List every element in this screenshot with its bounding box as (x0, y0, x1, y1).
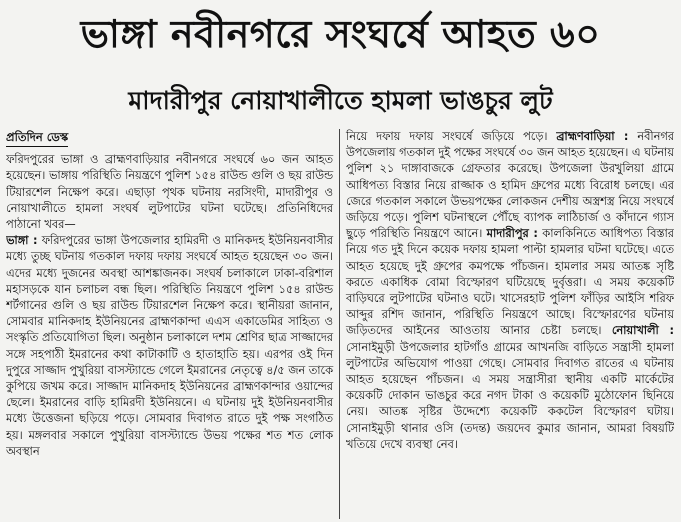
right-column (340, 129, 674, 519)
noakhali-text: সোনাইমুড়ী উপজেলার হাটগাঁও গ্রামের আখনজি বাড়িতে সন্ত্রাসী হামলা লুটপাটের অভিযোগ পাওয়া গেছে। সোমবার দিবাগত রাতের এ ঘটনায় আহত হয়েছেন পাঁচজন। এ সময় সন্ত্রাসীরা স্থানীয় একটি মার্কেটের কয়েকটি দোকান ভাঙচুর করে নগদ টাকা ও কয়েকটি মুঠোফোন ছিনিয়ে নেয়। আতঙ্ক সৃষ্টির উদ্দেশ্যে কয়েকটি ককটেল বিস্ফোরণ ঘটায়। সোনাইমুড়ী থানার ওসি (তদন্ত) জয়দেব কুমার জানান, আমরা বিষয়টি খতিয়ে দেখে ব্যবস্থা নেব। (346, 340, 674, 451)
bhanga-dateline: ভাঙ্গা : (6, 234, 38, 248)
intro-text: ফরিদপুরের ভাঙ্গা ও ব্রাহ্মণবাড়িয়ার নবীনগরে সংঘর্ষে ৬০ জন আহত হয়েছেন। ভাঙ্গায় পরিস্থিতি নিয়ন্ত্রণে পুলিশ ১৫৪ রাউন্ড গুলি ও ছয় রাউন্ড টিয়ারশেল নিক্ষেপ করে। এছাড়া পৃথক ঘটনায় নরসিংদী, মাদারীপুর ও নোয়াখালীতে হামলা সংঘর্ষ লুটপাটের ঘটনা ঘটেছে। প্রতিনিধিদের পাঠানো খবর— (6, 153, 333, 232)
left-column (6, 129, 340, 519)
subheadline: মাদারীপুর নোয়াখালীতে হামলা ভাঙচুর লুট (128, 86, 553, 115)
article-body (6, 129, 674, 519)
right-paragraph (346, 129, 674, 453)
brahmanbaria-dateline: ব্রাহ্মণবাড়িয়া : (556, 130, 629, 143)
headline: ভাঙ্গা নবীনগরে সংঘর্ষে আহত ৬০ (80, 12, 601, 56)
madaripur-text: কালকিনিতে আধিপত্য বিস্তার নিয়ে গত দুই দিনে কয়েক দফায় হামলা পাল্টা হামলার ঘটনা ঘটেছে। এতে আহত হয়েছে দুই গ্রুপের কমপক্ষে পাঁচজন। হামলার সময় আতঙ্ক সৃষ্টি করতে একাধিক বোমা বিস্ফোরণ ঘটিয়েছে দুর্বৃত্তরা। এ সময় কয়েকটি বাড়িঘরে লুটপাটের ঘটনাও ঘটে। খাসেরহাট পুলিশ ফাঁড়ির আইসি শরিফ আব্দুর রশিদ জানান, পরিস্থিতি নিয়ন্ত্রণে আছে। বিস্ফোরণের ঘটনায় জড়িতদের আইনের আওতায় আনার চেষ্টা চলছে। (346, 227, 674, 338)
brahmanbaria-text: নবীনগর উপজেলায় গতকাল দুই পক্ষের সংঘর্ষে ৩০ জন আহত হয়েছেন। এ ঘটনায় পুলিশ ২১ দাঙ্গাবাজকে গ্রেফতার করেছে। উপজেলা উরখুলিয়া গ্রামে আধিপত্য বিস্তার নিয়ে রাজ্জাক ও হামিদ গ্রুপের মধ্যে বিরোধ চলছে। এর জেরে গতকাল সকালে উভয়পক্ষের লোকজন দেশীয় অস্ত্রশস্ত্র নিয়ে সংঘর্ষে জড়িয়ে পড়ে। পুলিশ ঘটনাস্থলে পৌঁছে ব্যাপক লাঠিচার্জ ও কাঁদানে গ্যাস ছুড়ে পরিস্থিতি নিয়ন্ত্রণে আনে। (346, 130, 674, 241)
bhanga-paragraph (6, 233, 333, 460)
byline: প্রতিদিন ডেস্ক (6, 129, 68, 147)
intro-paragraph (6, 152, 333, 233)
noakhali-dateline: নোয়াখালী : (611, 324, 674, 338)
continued-text: নিয়ে দফায় দফায় সংঘর্ষে জড়িয়ে পড়ে। (346, 130, 557, 143)
bhanga-text: ফরিদপুরের ভাঙ্গা উপজেলার হামিরদী ও মানিকদহ ইউনিয়নবাসীর মধ্যে তুচ্ছ ঘটনায় গতকাল দফায় দফায় সংঘর্ষে আহত হয়েছেন ৩০ জন। এদের মধ্যে দুজনের অবস্থা আশঙ্কাজনক। সংঘর্ষ চলাকালে ঢাকা-বরিশাল মহাসড়কে যান চলাচল বন্ধ ছিল। পরিস্থিতি নিয়ন্ত্রণে পুলিশ ১৫৪ রাউন্ড শর্টগানের গুলি ও ছয় রাউন্ড টিয়ারশেল নিক্ষেপ করে। স্থানীয়রা জানান, সোমবার মানিকদাহ ইউনিয়নের ব্রাহ্মণকান্দা এএস একাডেমির সাহিত্য ও সংস্কৃতি প্রতিযোগিতা ছিল। অনুষ্ঠান চলাকালে দশম শ্রেণির ছাত্র সাজ্জাদের সঙ্গে সহপাঠী ইমরানের কথা কাটাকাটি ও হাতাহাতি হয়। এরপর ওই দিন দুপুরে সাজ্জাদ পুখুরিয়া বাসস্ট্যান্ডে গেলে ইমরানের নেতৃত্বে ৪/৫ জন তাকে কুপিয়ে জখম করে। সাজ্জাদ মানিকদাহ ইউনিয়নের ব্রাহ্মণকান্দার ওয়ান্দের ছেলে। ইমরানের বাড়ি হামিরদী ইউনিয়নে। এ ঘটনায় দুই ইউনিয়নবাসীর মধ্যে উত্তেজনা ছড়িয়ে পড়ে। সোমবার দিবাগত রাতে দুই পক্ষ সংগঠিত হয়। মঙ্গলবার সকালে পুখুরিয়া বাসস্ট্যান্ডে উভয় পক্ষের শত শত লোক অবস্থান (6, 234, 334, 458)
madaripur-dateline: মাদারীপুর : (486, 227, 538, 241)
